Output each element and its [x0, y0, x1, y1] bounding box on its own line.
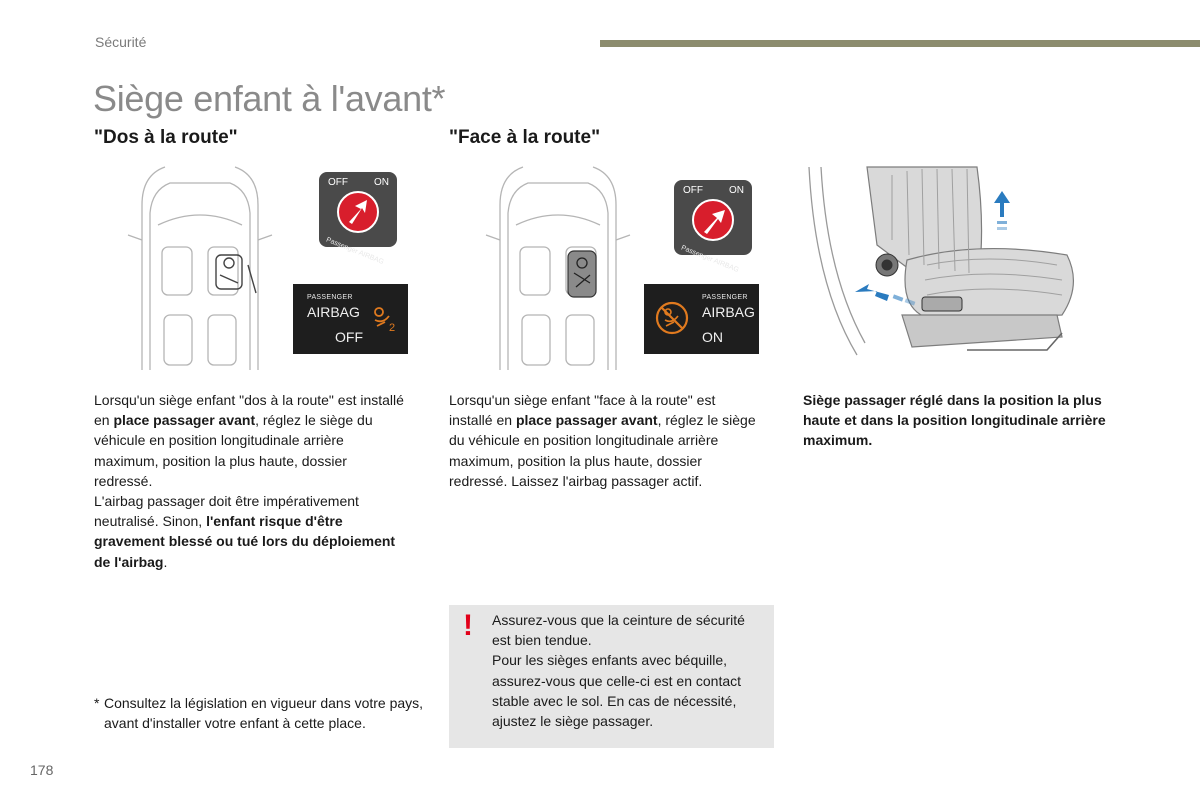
switch-off-label: OFF: [328, 177, 348, 188]
text-segment: Lorsqu'un siège enfant "face à la route" est installé en: [449, 392, 716, 429]
warning-line: Assurez-vous que la ceinture de sécurité est bien tendue.: [492, 612, 745, 649]
text-segment: , réglez le siège du véhicule en position longitudinale arrière maximum, position la plus haute, dossier redressé.: [94, 412, 373, 489]
switch-arrow-icon: [319, 172, 397, 247]
warning-text: [492, 610, 767, 731]
switch-off-label: OFF: [683, 185, 703, 196]
footnote-asterisk: *: [94, 695, 100, 711]
indicator-passenger-label: PASSENGER: [702, 294, 748, 301]
switch-arrow-icon: [674, 180, 752, 255]
text-emphasis: place passager avant: [515, 412, 658, 429]
switch-caption: Passenger AIRBAG: [325, 236, 385, 267]
heading-forward-facing: "Face à la route": [449, 127, 601, 148]
airbag-indicator-off: [293, 284, 408, 354]
heading-rear-facing: "Dos à la route": [94, 127, 238, 148]
passenger-airbag-icon: [369, 302, 401, 334]
section-label: Sécurité: [95, 34, 147, 50]
text-segment: .: [163, 553, 168, 570]
seat-position-caption: Siège passager réglé dans la position la plus haute et dans la position longitudinale arrière maximum.: [803, 392, 1106, 449]
text-segment: , réglez le siège du véhicule en position longitudinale arrière maximum, position la plus haute, dossier redressé. Laissez l'airbag passager actif.: [449, 412, 756, 489]
forward-facing-instructions: [449, 390, 759, 491]
switch-on-label: ON: [374, 177, 389, 188]
rear-facing-instructions: [94, 390, 404, 572]
switch-caption: Passenger AIRBAG: [680, 244, 740, 275]
warning-exclamation-icon: !: [463, 609, 473, 642]
indicator-state-on: ON: [702, 329, 723, 345]
passenger-seat-adjustment-illustration: [807, 165, 1082, 370]
switch-on-label: ON: [729, 185, 744, 196]
airbag-disabled-icon: [654, 300, 690, 336]
up-arrow-icon: [994, 191, 1010, 230]
text-emphasis: place passager avant: [113, 412, 256, 429]
page-title: Siège enfant à l'avant*: [93, 78, 446, 119]
indicator-airbag-label: AIRBAG: [702, 304, 755, 320]
page-number: 178: [30, 762, 54, 778]
text-emphasis: l'enfant risque d'être gravement blessé ou tué lors du déploiement de l'airbag: [94, 513, 396, 570]
airbag-key-switch-on: [674, 180, 752, 275]
car-top-view-forward-facing-illustration: [478, 165, 638, 370]
warning-line: Pour les sièges enfants avec béquille, assurez-vous que celle-ci est en contact stable avec le sol. En cas de nécessité, ajustez le siège passager.: [492, 652, 742, 730]
top-rule: [600, 40, 1200, 47]
indicator-state-off: OFF: [335, 329, 363, 345]
text-segment: Lorsqu'un siège enfant "dos à la route" est installé en: [94, 392, 404, 429]
warning-box: [449, 605, 774, 748]
car-top-view-rear-facing-illustration: [120, 165, 280, 370]
airbag-indicator-on: [644, 284, 759, 354]
indicator-passenger-label: PASSENGER: [307, 294, 353, 301]
indicator-airbag-label: AIRBAG: [307, 304, 360, 320]
footnote-text: Consultez la législation en vigueur dans votre pays, avant d'installer votre enfant à cette place.: [104, 695, 424, 732]
text-segment: L'airbag passager doit être impérativement neutralisé. Sinon,: [94, 493, 359, 530]
airbag-key-switch-off: [319, 172, 397, 267]
footnote: [94, 693, 424, 733]
svg-text:2: 2: [389, 322, 396, 334]
